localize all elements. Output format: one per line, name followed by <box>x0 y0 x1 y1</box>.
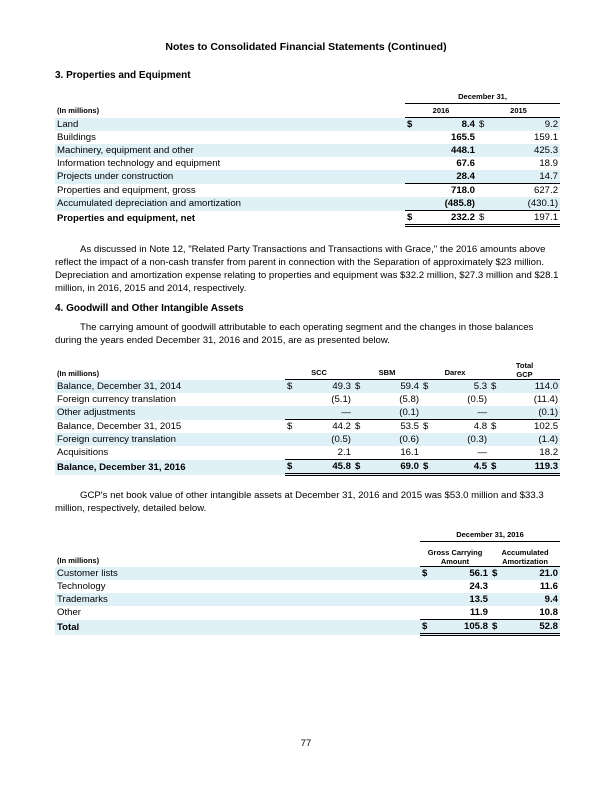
table-row: Accumulated depreciation and amortization (485.8) (430.1) <box>57 198 559 210</box>
col-sbm: SBM <box>353 357 421 380</box>
page-number: 77 <box>300 738 312 749</box>
col-scc: SCC <box>285 357 353 380</box>
col-2016: 2016 <box>405 104 477 118</box>
dec31-header: December 31, <box>405 90 560 104</box>
table-row: Information technology and equipment 67.6 18.9 <box>57 158 559 169</box>
table-row: Acquisitions 2.1 16.1 — 18.2 <box>57 447 559 459</box>
dec31-2016-header: December 31, 2016 <box>420 528 560 542</box>
units-label: (In millions) <box>57 368 100 378</box>
table-row: Balance, December 31, 2014 $ 49.3 $ 59.4 $ 5.3 $ 114.0 <box>57 380 559 392</box>
table-row: Properties and equipment, gross 718.0 627.2 <box>57 184 559 196</box>
section-3-heading: 3. Properties and Equipment <box>55 70 191 81</box>
table-row: Balance, December 31, 2015 $ 44.2 $ 53.5 $ 4.8 $ 102.5 <box>57 420 559 432</box>
units-label: (In millions) <box>57 555 100 565</box>
page-title: Notes to Consolidated Financial Statements (Continued) <box>165 41 447 53</box>
table-row-total: Balance, December 31, 2016 $ 45.8 $ 69.0 $ 4.5 $ 119.3 <box>57 461 559 473</box>
table-row: Foreign currency translation (5.1) (5.8) (0.5) (11.4) <box>57 394 559 405</box>
table-row: Other 11.9 10.8 <box>57 607 558 619</box>
table-row: Trademarks 13.5 9.4 <box>57 594 558 605</box>
table-row: Foreign currency translation (0.5) (0.6) (0.3) (1.4) <box>57 434 559 445</box>
intangibles-table <box>55 528 560 636</box>
col-total-gcp: Total GCP <box>489 357 560 380</box>
col-darex: Darex <box>421 357 489 380</box>
properties-equipment-table <box>55 90 560 227</box>
table-row-total: Properties and equipment, net $ 232.2 $ 197.1 <box>57 212 559 224</box>
col-accumulated-amortization: Accumulated Amortization <box>490 542 560 567</box>
table-row: Land $ 8.4 $ 9.2 <box>57 118 559 130</box>
col-gross-carrying-amount: Gross Carrying Amount <box>420 542 490 567</box>
table-row: Buildings 165.5 159.1 <box>57 132 559 143</box>
col-2015: 2015 <box>477 104 560 118</box>
table-row: Customer lists $ 56.1 $ 21.0 <box>57 567 558 579</box>
table-row: Machinery, equipment and other 448.1 425.3 <box>57 145 559 156</box>
table-row-total: Total $ 105.8 $ 52.8 <box>57 621 558 633</box>
section-4-heading: 4. Goodwill and Other Intangible Assets <box>55 303 244 314</box>
goodwill-paragraph: The carrying amount of goodwill attributable to each operating segment and the changes in those balances during the years ended December 31, 2016 and 2015, are as presented below. <box>55 322 534 346</box>
section-3-paragraph: As discussed in Note 12, "Related Party Transactions and Transactions with Grace," the 2016 amounts above reflect the impact of a non-cash transfer from parent in connection with the Separation of approximately $23 million. Depreciation and amortization expense relating to properties and equipment was $32.2 million, $27.3 million and $28.1 million, in 2016, 2015 and 2014, respectively. <box>55 244 559 294</box>
table-row: Other adjustments — (0.1) — (0.1) <box>57 407 559 419</box>
goodwill-table <box>55 357 560 476</box>
table-row: Projects under construction 28.4 14.7 <box>57 171 559 183</box>
intangibles-paragraph: GCP's net book value of other intangible assets at December 31, 2016 and 2015 was $53.0 million and $33.3 million, respectively, detailed below. <box>55 490 544 514</box>
units-label: (In millions) <box>57 106 100 115</box>
table-row: Technology 24.3 11.6 <box>57 581 558 592</box>
